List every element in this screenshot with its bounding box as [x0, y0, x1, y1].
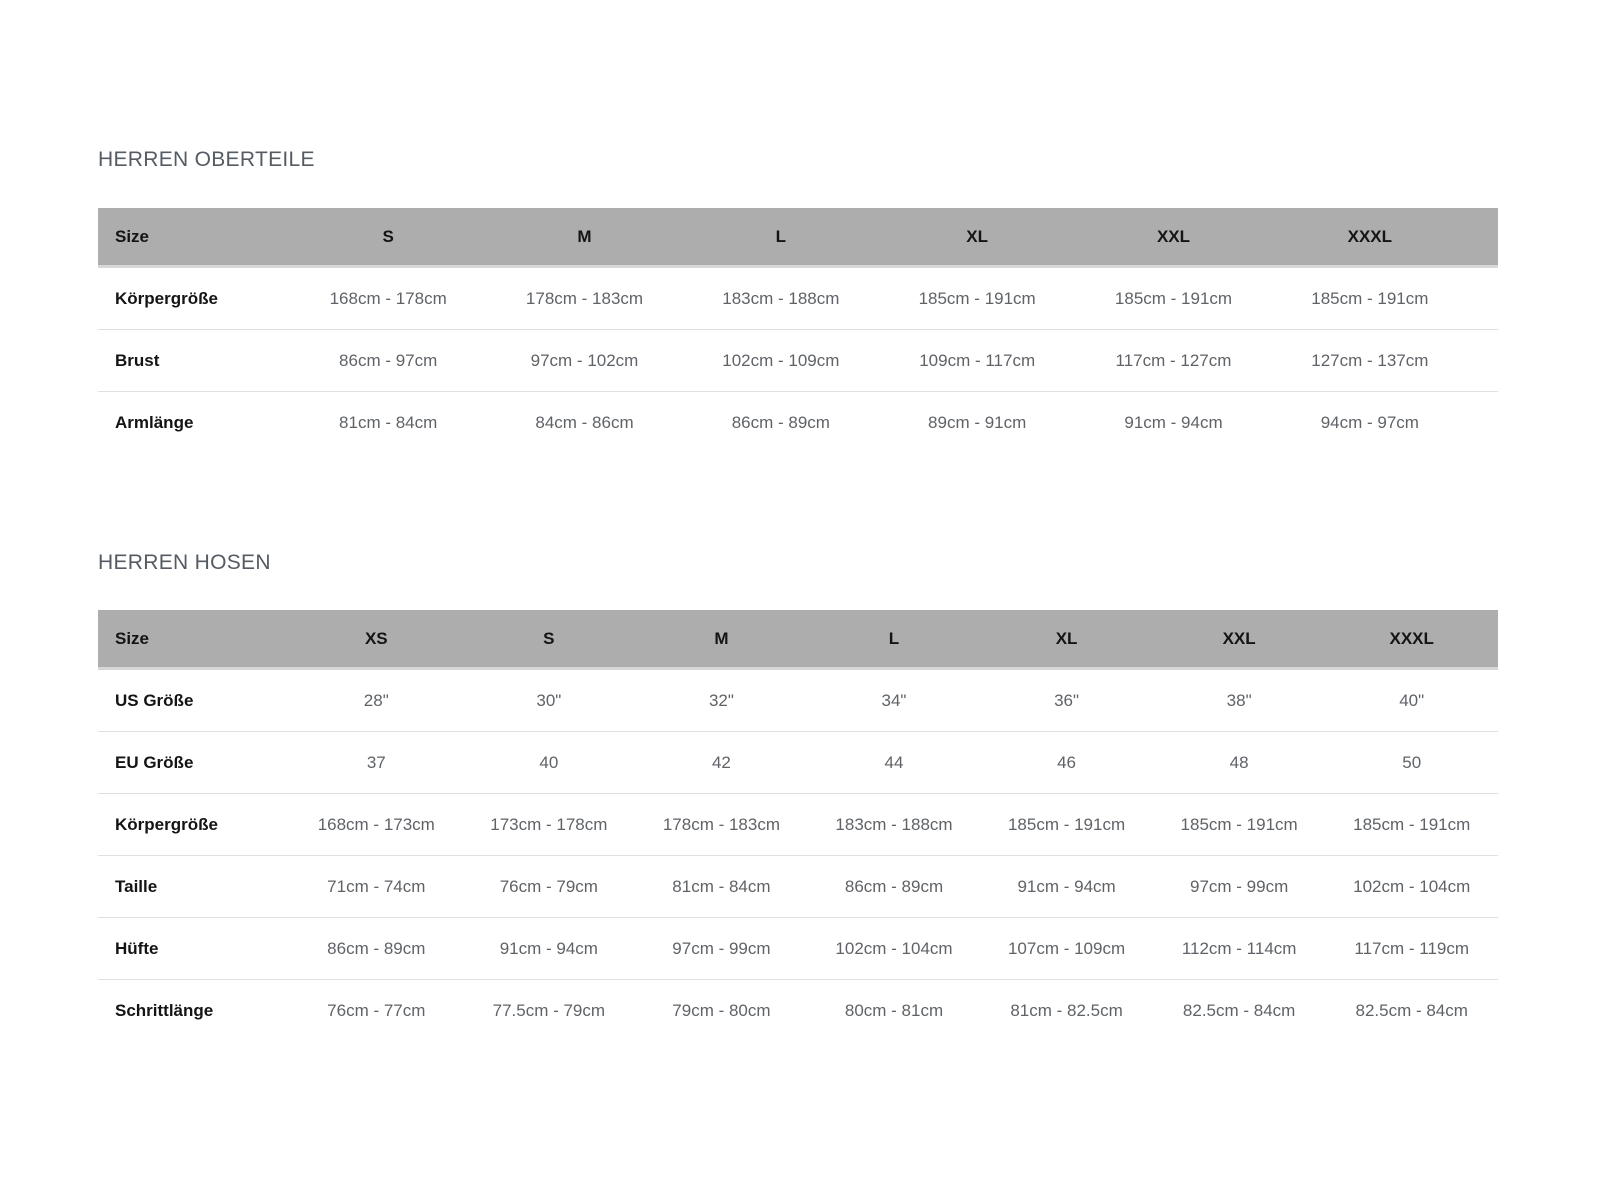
column-header-xl: XL	[966, 226, 989, 246]
table-cell: 102cm - 109cm	[722, 350, 840, 370]
table-cell: 40	[539, 752, 559, 772]
table-cell: 84cm - 86cm	[535, 413, 634, 432]
table-cell: 82.5cm - 84cm	[1182, 1001, 1296, 1020]
table-cell: 183cm - 188cm	[835, 814, 953, 834]
table-cell: 109cm - 117cm	[919, 350, 1036, 370]
table-cell: 42	[711, 752, 731, 772]
table-cell: 71cm - 74cm	[327, 876, 426, 896]
table-cell: 28"	[363, 690, 389, 710]
column-header-xxl: XXL	[1222, 628, 1256, 648]
table-cell: 112cm - 114cm	[1181, 938, 1297, 958]
table-cell: 97cm - 102cm	[530, 350, 639, 370]
column-header-xxxl: XXXL	[1389, 628, 1434, 648]
table-cell: 77.5cm - 79cm	[492, 1001, 606, 1020]
table-cell: 173cm - 178cm	[490, 814, 608, 834]
column-header-xl: XL	[1055, 628, 1078, 648]
table-row-brust	[98, 330, 1498, 392]
table-row-schrittlaenge	[98, 980, 1498, 1042]
section-title-herren-hosen: HERREN HOSEN	[98, 551, 271, 574]
table-cell: 76cm - 77cm	[327, 1001, 426, 1020]
table-cell: 168cm - 178cm	[329, 288, 447, 308]
table-cell: 48	[1229, 752, 1249, 772]
table-cell: 40"	[1399, 690, 1425, 710]
row-label: Hüfte	[115, 938, 159, 958]
table-cell: 44	[884, 752, 904, 772]
table-row-us-groesse	[98, 670, 1498, 732]
row-label: US Größe	[115, 690, 194, 710]
table-cell: 102cm - 104cm	[835, 938, 953, 958]
column-header-xxxl: XXXL	[1347, 226, 1393, 246]
table-row-koerpergroesse	[98, 268, 1498, 330]
table-cell: 127cm - 137cm	[1311, 350, 1429, 370]
table-header-row	[98, 610, 1498, 670]
table-cell: 76cm - 79cm	[499, 876, 598, 896]
column-header-xxl: XXL	[1156, 226, 1191, 246]
table-cell: 178cm - 183cm	[525, 288, 644, 308]
table-cell: 30"	[536, 690, 562, 710]
table-cell: 185cm - 191cm	[1007, 814, 1126, 834]
row-label: Körpergröße	[115, 288, 218, 308]
table-cell: 81cm - 84cm	[672, 876, 771, 896]
table-cell: 32"	[708, 690, 734, 710]
table-row-eu-groesse	[98, 732, 1498, 794]
table-cell: 97cm - 99cm	[672, 938, 771, 958]
table-cell: 91cm - 94cm	[1124, 413, 1223, 432]
table-cell: 82.5cm - 84cm	[1355, 1001, 1468, 1020]
table-cell: 50	[1402, 752, 1422, 772]
size-table-oberteile	[98, 208, 1498, 454]
size-table-hosen	[98, 610, 1498, 1042]
table-cell: 117cm - 119cm	[1354, 938, 1470, 958]
table-cell: 185cm - 191cm	[1353, 814, 1471, 834]
table-cell: 91cm - 94cm	[499, 938, 598, 958]
table-cell: 97cm - 99cm	[1190, 876, 1289, 896]
table-cell: 107cm - 109cm	[1007, 938, 1126, 958]
table-cell: 34"	[881, 690, 907, 710]
column-header-m: M	[577, 226, 592, 246]
table-cell: 86cm - 89cm	[844, 876, 944, 896]
table-cell: 81cm - 84cm	[339, 413, 438, 432]
table-cell: 185cm - 191cm	[918, 288, 1036, 308]
section-title-herren-oberteile: HERREN OBERTEILE	[98, 148, 315, 171]
table-cell: 36"	[1054, 690, 1080, 710]
table-cell: 79cm - 80cm	[672, 1001, 771, 1020]
table-cell: 185cm - 191cm	[1311, 288, 1429, 308]
row-label: Körpergröße	[115, 814, 218, 834]
table-header-row	[98, 208, 1498, 268]
table-cell: 185cm - 191cm	[1114, 288, 1233, 308]
table-cell: 185cm - 191cm	[1180, 814, 1298, 834]
column-header-m: M	[714, 628, 729, 648]
table-cell: 81cm - 82.5cm	[1010, 1001, 1123, 1020]
table-cell: 46	[1057, 752, 1077, 772]
column-header-l: L	[775, 226, 787, 246]
table-cell: 86cm - 89cm	[731, 413, 830, 432]
table-cell: 86cm - 89cm	[327, 938, 426, 958]
row-label: EU Größe	[115, 752, 194, 772]
table-cell: 38"	[1226, 690, 1252, 710]
row-label: Schrittlänge	[115, 1001, 214, 1020]
table-cell: 178cm - 183cm	[662, 814, 780, 834]
table-row-huefte	[98, 918, 1498, 980]
row-label: Armlänge	[115, 413, 194, 432]
column-header-s: S	[543, 628, 555, 648]
column-header-size: Size	[115, 628, 150, 648]
table-row-taille	[98, 856, 1498, 918]
table-cell: 89cm - 91cm	[928, 413, 1027, 432]
column-header-size: Size	[115, 226, 150, 246]
table-row-koerpergroesse	[98, 794, 1498, 856]
table-cell: 94cm - 97cm	[1320, 413, 1419, 432]
row-label: Brust	[115, 350, 160, 370]
column-header-xs: XS	[364, 628, 388, 648]
table-row-armlaenge	[98, 392, 1498, 454]
table-cell: 168cm - 173cm	[317, 814, 435, 834]
table-cell: 86cm - 97cm	[339, 350, 438, 370]
column-header-s: S	[382, 226, 394, 246]
row-label: Taille	[115, 876, 158, 896]
column-header-l: L	[888, 628, 900, 648]
table-cell: 102cm - 104cm	[1353, 876, 1471, 896]
table-cell: 37	[366, 752, 386, 772]
table-cell: 183cm - 188cm	[722, 288, 840, 308]
table-cell: 80cm - 81cm	[844, 1001, 944, 1020]
table-cell: 117cm - 127cm	[1115, 350, 1232, 370]
table-cell: 91cm - 94cm	[1017, 876, 1116, 896]
